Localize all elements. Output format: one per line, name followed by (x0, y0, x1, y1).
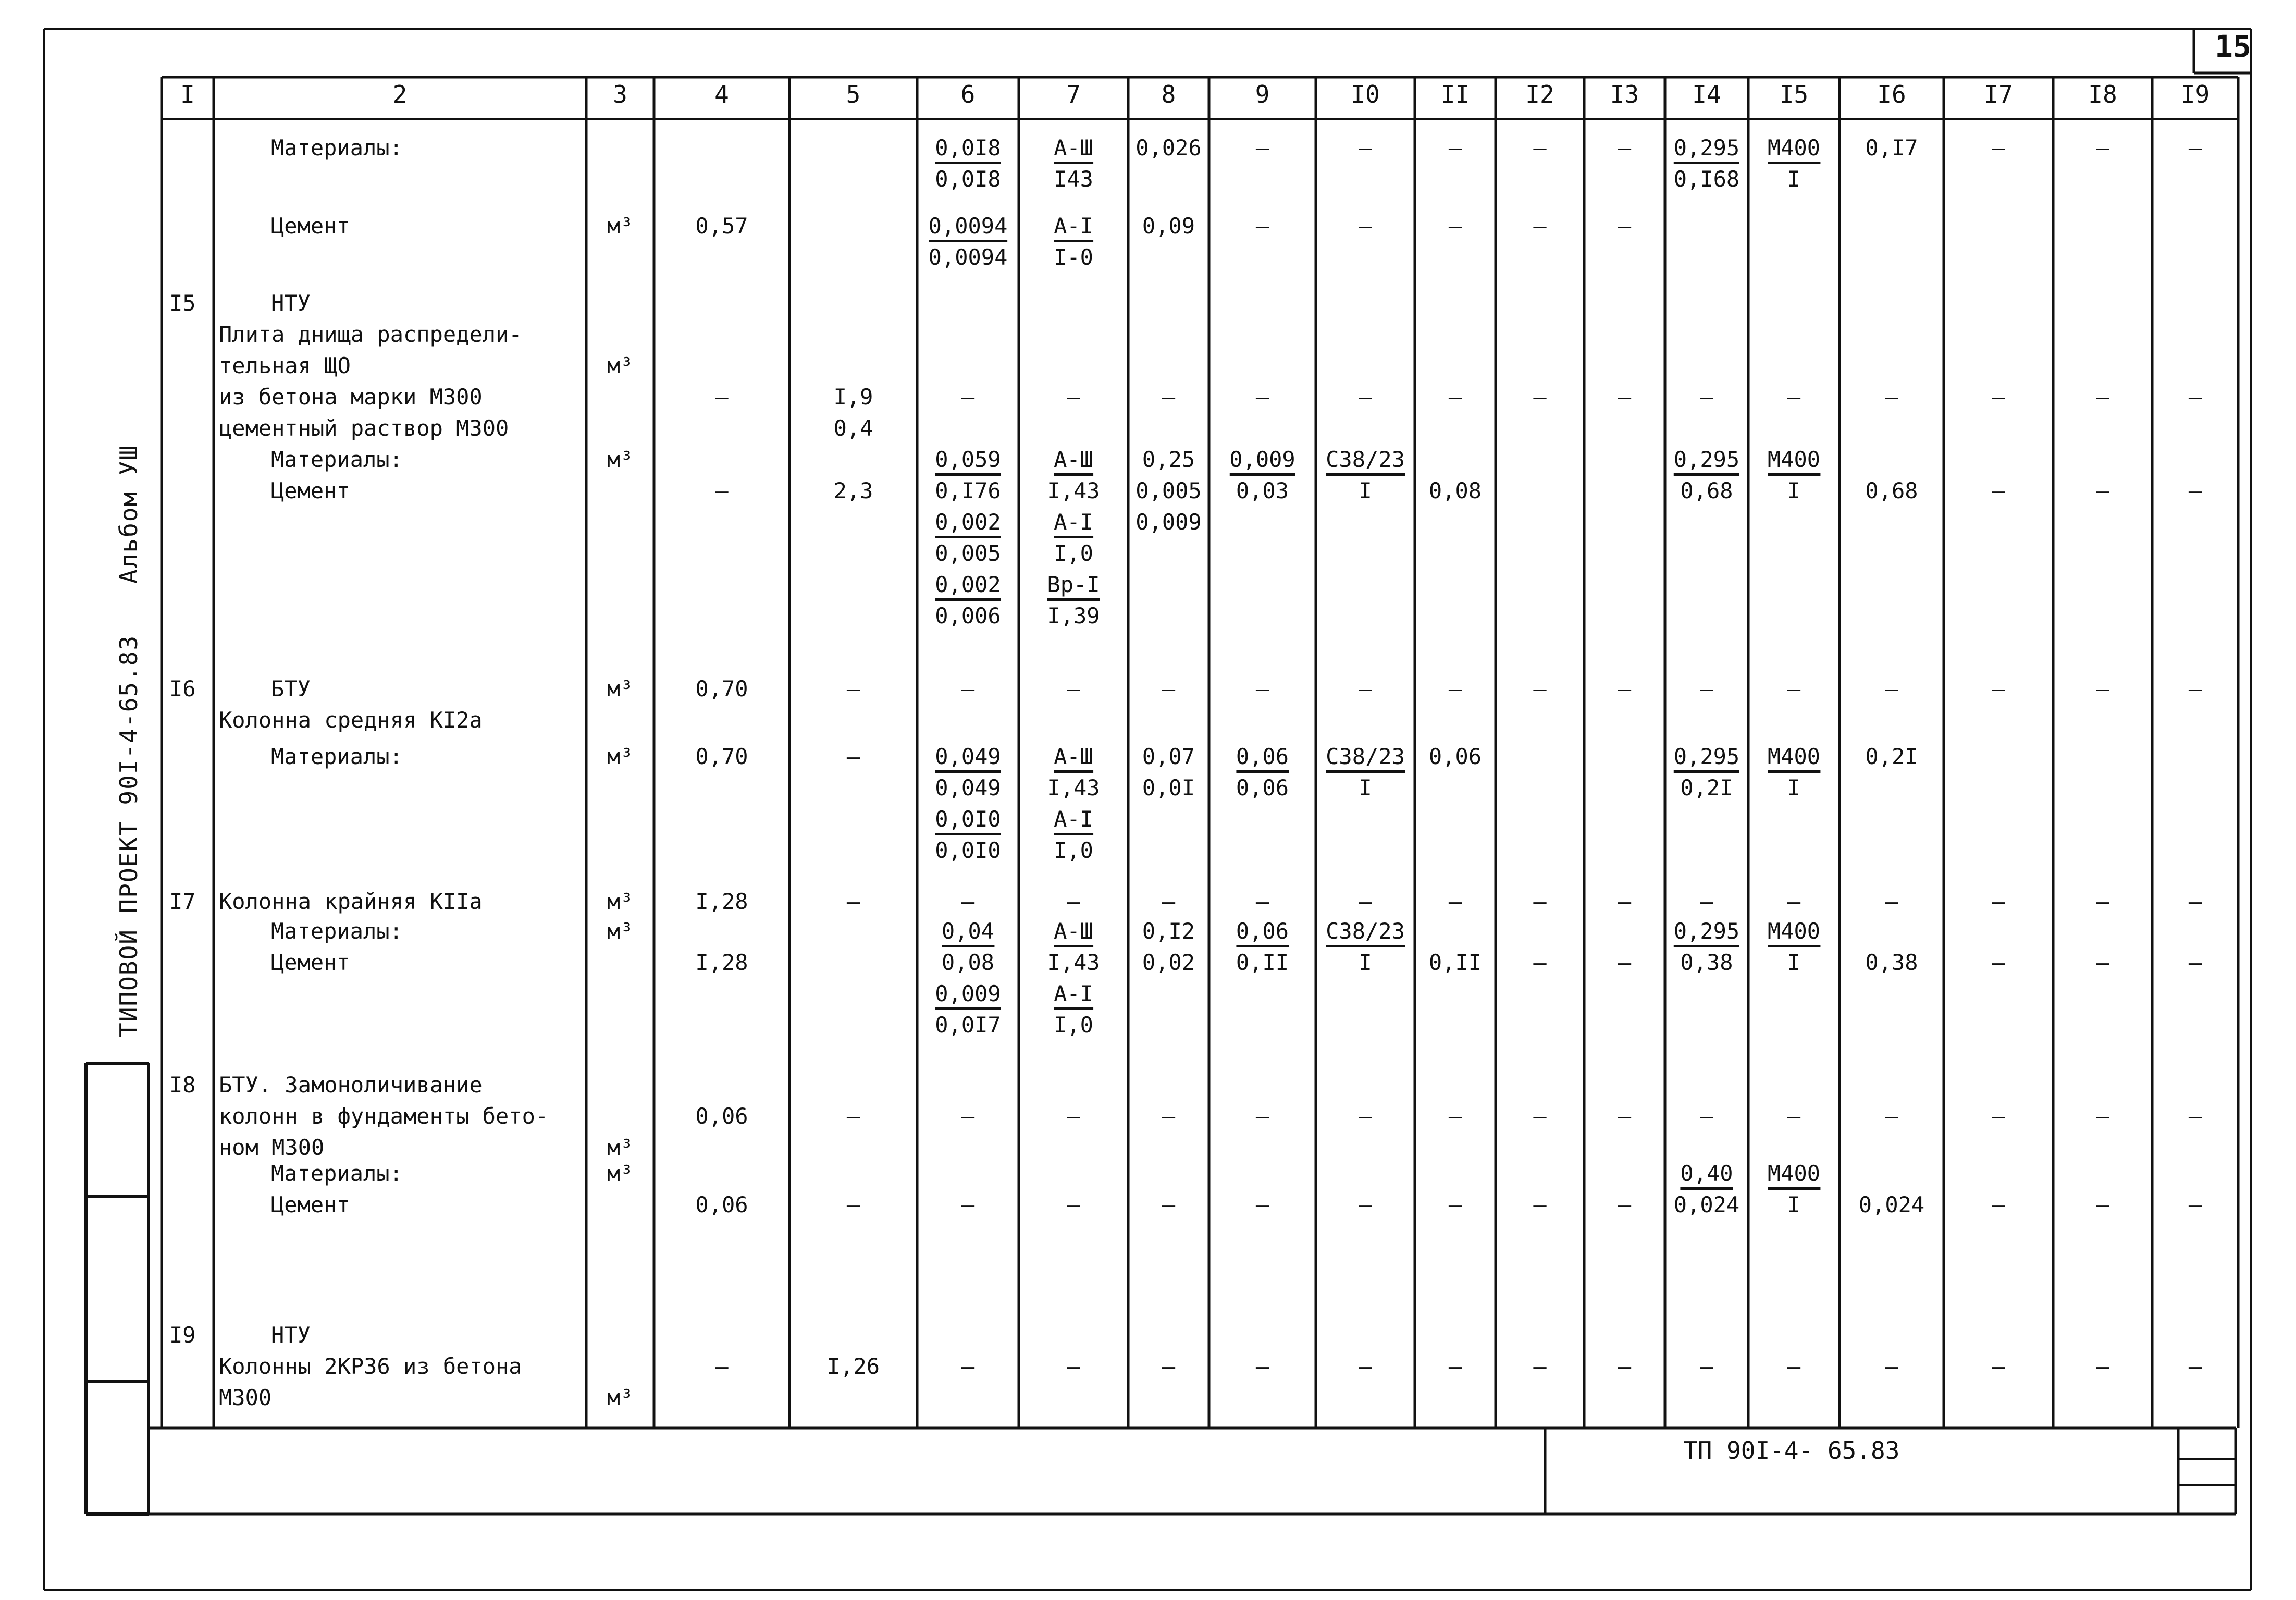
column-header-10: I0 (1351, 80, 1380, 108)
cell-value: 0,4 (833, 415, 873, 441)
cell-value: – (1162, 1192, 1176, 1217)
cell-value: 0,0I (1142, 775, 1195, 801)
cell-value: I,43 (1047, 950, 1100, 975)
document-code: ТП 90I-4- 65.83 (1683, 1436, 1900, 1464)
cell-value: 0,295 (1674, 137, 1739, 164)
cell-value: С38/23 (1326, 745, 1405, 773)
unit-cell: м³ (607, 1385, 634, 1410)
column-header-15: I5 (1779, 80, 1809, 108)
cell-value: А-Ш (1054, 745, 1093, 773)
unit-cell: м³ (607, 447, 634, 472)
cell-value: – (1618, 676, 1632, 701)
cell-value: М400 (1768, 1162, 1820, 1190)
item-description: Материалы: (271, 447, 403, 472)
cell-value: – (1700, 384, 1713, 410)
cell-value: – (961, 384, 975, 410)
cell-value: – (715, 384, 729, 410)
item-description: Материалы: (271, 135, 403, 161)
cell-value: – (1992, 1103, 2005, 1129)
cell-value: I43 (1054, 166, 1093, 192)
column-header-6: 6 (960, 80, 976, 108)
cell-value: 0,I2 (1142, 918, 1195, 944)
item-description: Материалы: (271, 1161, 403, 1186)
cell-value: – (1162, 889, 1176, 914)
cell-value: – (2188, 478, 2202, 503)
cell-value: I,39 (1047, 603, 1100, 629)
unit-cell: м³ (607, 918, 634, 944)
cell-value: – (1992, 135, 2005, 161)
cell-value: А-Ш (1054, 137, 1093, 164)
cell-value: 0,57 (695, 213, 748, 239)
cell-value: Вр-I (1047, 573, 1100, 601)
cell-value: – (1618, 950, 1632, 975)
cell-value: – (1255, 213, 1269, 239)
cell-value: А-Ш (1054, 920, 1093, 947)
cell-value: – (1787, 889, 1801, 914)
cell-value: 0,002 (935, 573, 1001, 601)
column-header-17: I7 (1984, 80, 2013, 108)
cell-value: I,28 (695, 889, 748, 914)
cell-value: – (1618, 1103, 1632, 1129)
cell-value: 0,08 (1428, 478, 1482, 503)
cell-value: – (1359, 1353, 1372, 1379)
cell-value: – (1992, 1353, 2005, 1379)
column-header-2: 2 (392, 80, 408, 108)
cell-value: – (1787, 384, 1801, 410)
cell-value: – (1885, 889, 1898, 914)
cell-value: – (1885, 384, 1898, 410)
cell-value: – (1533, 135, 1547, 161)
project-label: ТИПОВОЙ ПРОЕКТ 90I-4-65.83 (115, 634, 143, 1037)
item-description: Цемент (271, 478, 350, 503)
cell-value: I,28 (695, 950, 748, 975)
cell-value: – (961, 1353, 975, 1379)
cell-value: 0,04 (942, 920, 994, 947)
cell-value: – (1448, 135, 1462, 161)
cell-value: – (1162, 1353, 1176, 1379)
cell-value: 0,026 (1135, 135, 1202, 161)
cell-value: М400 (1768, 745, 1820, 773)
cell-value: 0,38 (1865, 950, 1918, 975)
cell-value: 0,03 (1236, 478, 1289, 503)
item-description: Материалы: (271, 744, 403, 769)
cell-value: – (1255, 1192, 1269, 1217)
cell-value: – (1992, 889, 2005, 914)
cell-value: 0,06 (1428, 744, 1482, 769)
cell-value: I,43 (1047, 775, 1100, 801)
cell-value: 0,009 (1229, 448, 1295, 476)
cell-value: – (1533, 950, 1547, 975)
cell-value: 0,40 (1680, 1162, 1733, 1190)
item-description: Плита днища распредели- (219, 322, 522, 347)
cell-value: А-I (1054, 511, 1093, 538)
cell-value: – (2188, 889, 2202, 914)
cell-value: – (1448, 213, 1462, 239)
cell-value: I (1787, 478, 1801, 503)
item-description: ном М300 (219, 1135, 325, 1160)
cell-value: 0,0094 (929, 215, 1008, 242)
cell-value: I,0 (1054, 1012, 1093, 1038)
cell-value: – (1359, 1103, 1372, 1129)
cell-value: М400 (1768, 137, 1820, 164)
cell-value: – (961, 889, 975, 914)
cell-value: 0,295 (1674, 745, 1739, 773)
cell-value: 0,02 (1142, 950, 1195, 975)
cell-value: – (1067, 1192, 1080, 1217)
cell-value: – (1359, 213, 1372, 239)
cell-value: – (1162, 676, 1176, 701)
column-header-16: I6 (1877, 80, 1906, 108)
cell-value: 0,68 (1865, 478, 1918, 503)
cell-value: 0,06 (1236, 775, 1289, 801)
item-description: цементный раствор М300 (219, 415, 509, 441)
item-description: БТУ (271, 676, 311, 701)
item-description: колонн в фундаменты бето- (219, 1103, 549, 1129)
column-header-1: I (180, 80, 195, 108)
unit-cell: м³ (607, 1135, 634, 1160)
cell-value: 0,005 (935, 540, 1001, 566)
cell-value: 0,70 (695, 744, 748, 769)
cell-value: – (1359, 384, 1372, 410)
cell-value: – (2096, 1353, 2109, 1379)
item-description: из бетона марки М300 (219, 384, 483, 410)
cell-value: – (1787, 676, 1801, 701)
row-number: I6 (169, 676, 196, 701)
cell-value: 0,06 (695, 1192, 748, 1217)
cell-value: – (1067, 1353, 1080, 1379)
cell-value: 0,II (1236, 950, 1289, 975)
cell-value: 0,006 (935, 603, 1001, 629)
cell-value: – (846, 676, 860, 701)
cell-value: – (2188, 1353, 2202, 1379)
cell-value: – (2096, 889, 2109, 914)
cell-value: – (1700, 1103, 1713, 1129)
item-description: Цемент (271, 213, 350, 239)
cell-value: – (2188, 950, 2202, 975)
cell-value: 0,295 (1674, 448, 1739, 476)
cell-value: – (1448, 384, 1462, 410)
column-header-8: 8 (1161, 80, 1176, 108)
column-header-9: 9 (1255, 80, 1270, 108)
cell-value: – (1533, 676, 1547, 701)
cell-value: – (2096, 950, 2109, 975)
cell-value: – (1448, 1103, 1462, 1129)
cell-value: С38/23 (1326, 448, 1405, 476)
item-description: Материалы: (271, 918, 403, 944)
unit-cell: м³ (607, 213, 634, 239)
cell-value: – (2188, 135, 2202, 161)
cell-value: – (846, 1192, 860, 1217)
column-header-18: I8 (2088, 80, 2117, 108)
item-description: Цемент (271, 1192, 350, 1217)
column-header-5: 5 (846, 80, 861, 108)
cell-value: 0,049 (935, 745, 1001, 773)
cell-value: – (1618, 135, 1632, 161)
cell-value: 0,0I0 (935, 808, 1001, 835)
cell-value: 0,009 (935, 982, 1001, 1010)
cell-value: – (1700, 676, 1713, 701)
cell-value: – (2188, 384, 2202, 410)
row-number: I5 (169, 290, 196, 316)
item-description: Колонна средняя КI2а (219, 707, 483, 733)
item-description: БТУ. Замоноличивание (219, 1072, 483, 1098)
cell-value: – (1448, 676, 1462, 701)
item-description: НТУ (271, 1322, 311, 1348)
cell-value: I,0 (1054, 540, 1093, 566)
cell-value: – (1359, 889, 1372, 914)
column-header-7: 7 (1066, 80, 1081, 108)
cell-value: 0,059 (935, 448, 1001, 476)
cell-value: – (1359, 1192, 1372, 1217)
cell-value: – (715, 1353, 729, 1379)
cell-value: – (961, 1192, 975, 1217)
cell-value: I (1787, 950, 1801, 975)
column-header-19: I9 (2180, 80, 2210, 108)
cell-value: – (1255, 1103, 1269, 1129)
item-description: НТУ (271, 290, 311, 316)
cell-value: – (2096, 676, 2109, 701)
cell-value: – (1992, 950, 2005, 975)
cell-value: А-I (1054, 982, 1093, 1010)
cell-value: – (2096, 478, 2109, 503)
cell-value: 0,005 (1135, 478, 1202, 503)
cell-value: – (1700, 889, 1713, 914)
cell-value: – (1255, 135, 1269, 161)
cell-value: – (1359, 135, 1372, 161)
cell-value: – (1992, 478, 2005, 503)
item-description: Колонны 2КР36 из бетона (219, 1353, 522, 1379)
cell-value: I,43 (1047, 478, 1100, 503)
column-header-12: I2 (1525, 80, 1554, 108)
cell-value: I,0 (1054, 838, 1093, 863)
cell-value: – (2096, 135, 2109, 161)
cell-value: – (1067, 889, 1080, 914)
cell-value: 0,0I0 (935, 838, 1001, 863)
cell-value: 0,002 (935, 511, 1001, 538)
cell-value: 0,70 (695, 676, 748, 701)
cell-value: 0,I7 (1865, 135, 1918, 161)
cell-value: – (1618, 384, 1632, 410)
cell-value: – (1255, 889, 1269, 914)
cell-value: 0,009 (1135, 509, 1202, 535)
cell-value: – (1448, 889, 1462, 914)
cell-value: – (846, 889, 860, 914)
cell-value: – (1533, 889, 1547, 914)
row-number: I8 (169, 1072, 196, 1098)
cell-value: – (1992, 676, 2005, 701)
cell-value: – (1787, 1353, 1801, 1379)
cell-value: – (1255, 676, 1269, 701)
cell-value: 0,08 (941, 950, 995, 975)
cell-value: – (715, 478, 729, 503)
cell-value: – (1533, 213, 1547, 239)
cell-value: 0,25 (1142, 447, 1195, 472)
cell-value: 0,I68 (1673, 166, 1740, 192)
cell-value: 0,09 (1142, 213, 1195, 239)
cell-value: С38/23 (1326, 920, 1405, 947)
cell-value: – (1255, 384, 1269, 410)
cell-value: 0,024 (1858, 1192, 1925, 1217)
cell-value: А-Ш (1054, 448, 1093, 476)
cell-value: I (1787, 1192, 1801, 1217)
cell-value: I (1787, 166, 1801, 192)
cell-value: – (2188, 676, 2202, 701)
cell-value: 0,II (1428, 950, 1482, 975)
cell-value: – (1700, 1353, 1713, 1379)
unit-cell: м³ (607, 889, 634, 914)
cell-value: – (1448, 1192, 1462, 1217)
unit-cell: м³ (607, 1161, 634, 1186)
cell-value: 0,06 (1236, 920, 1289, 947)
cell-value: 0,06 (1236, 745, 1289, 773)
cell-value: – (1533, 384, 1547, 410)
column-header-11: II (1440, 80, 1470, 108)
column-header-13: I3 (1610, 80, 1639, 108)
cell-value: 0,0094 (928, 244, 1008, 270)
cell-value: 0,06 (695, 1103, 748, 1129)
cell-value: 0,07 (1142, 744, 1195, 769)
cell-value: – (846, 1103, 860, 1129)
cell-value: 0,295 (1674, 920, 1739, 947)
cell-value: I (1359, 950, 1372, 975)
cell-value: – (1992, 384, 2005, 410)
cell-value: – (1162, 1103, 1176, 1129)
cell-value: 0,I76 (935, 478, 1001, 503)
cell-value: 0,0I8 (935, 166, 1001, 192)
cell-value: 0,0I7 (935, 1012, 1001, 1038)
cell-value: – (2096, 384, 2109, 410)
cell-value: I (1359, 478, 1372, 503)
cell-value: I,9 (833, 384, 873, 410)
cell-value: 0,049 (935, 775, 1001, 801)
cell-value: М400 (1768, 920, 1820, 947)
cell-value: – (1448, 1353, 1462, 1379)
unit-cell: м³ (607, 353, 634, 378)
cell-value: – (1618, 1192, 1632, 1217)
cell-value: 0,024 (1673, 1192, 1740, 1217)
cell-value: – (1787, 1103, 1801, 1129)
cell-value: 2,3 (833, 478, 873, 503)
unit-cell: м³ (607, 744, 634, 769)
cell-value: – (2096, 1103, 2109, 1129)
cell-value: – (1359, 676, 1372, 701)
cell-value: – (2096, 1192, 2109, 1217)
cell-value: – (1533, 1192, 1547, 1217)
album-label: Альбом УШ (115, 444, 143, 584)
item-description: Цемент (271, 950, 350, 975)
cell-value: 0,38 (1680, 950, 1733, 975)
cell-value: – (1067, 1103, 1080, 1129)
cell-value: – (961, 676, 975, 701)
row-number: I7 (169, 889, 196, 914)
cell-value: – (1533, 1353, 1547, 1379)
cell-value: – (1885, 1103, 1898, 1129)
cell-value: А-I (1054, 808, 1093, 835)
cell-value: А-I (1054, 215, 1093, 242)
cell-value: – (1618, 213, 1632, 239)
cell-value: – (1618, 889, 1632, 914)
cell-value: 0,0I8 (935, 137, 1001, 164)
cell-value: – (846, 744, 860, 769)
column-header-3: 3 (613, 80, 627, 108)
cell-value: – (1618, 1353, 1632, 1379)
cell-value: 0,2I (1680, 775, 1733, 801)
cell-value: – (1255, 1353, 1269, 1379)
row-number: I9 (169, 1322, 196, 1348)
cell-value: I,26 (826, 1353, 880, 1379)
cell-value: – (1885, 1353, 1898, 1379)
cell-value: I (1787, 775, 1801, 801)
cell-value: I (1359, 775, 1372, 801)
cell-value: 0,2I (1865, 744, 1918, 769)
cell-value: 0,68 (1680, 478, 1733, 503)
unit-cell: м³ (607, 676, 634, 701)
cell-value: М400 (1768, 448, 1820, 476)
cell-value: – (1162, 384, 1176, 410)
cell-value: I-0 (1054, 244, 1093, 270)
cell-value: – (1067, 384, 1080, 410)
cell-value: – (961, 1103, 975, 1129)
cell-value: – (2188, 1103, 2202, 1129)
page-number: 15 (2215, 29, 2251, 64)
cell-value: – (2188, 1192, 2202, 1217)
item-description: тельная ЩО (219, 353, 351, 378)
cell-value: – (1885, 676, 1898, 701)
cell-value: – (1067, 676, 1080, 701)
column-header-14: I4 (1692, 80, 1721, 108)
item-description: М300 (219, 1385, 272, 1410)
column-header-4: 4 (714, 80, 729, 108)
item-description: Колонна крайняя КIIа (219, 889, 483, 914)
cell-value: – (1533, 1103, 1547, 1129)
cell-value: – (1992, 1192, 2005, 1217)
